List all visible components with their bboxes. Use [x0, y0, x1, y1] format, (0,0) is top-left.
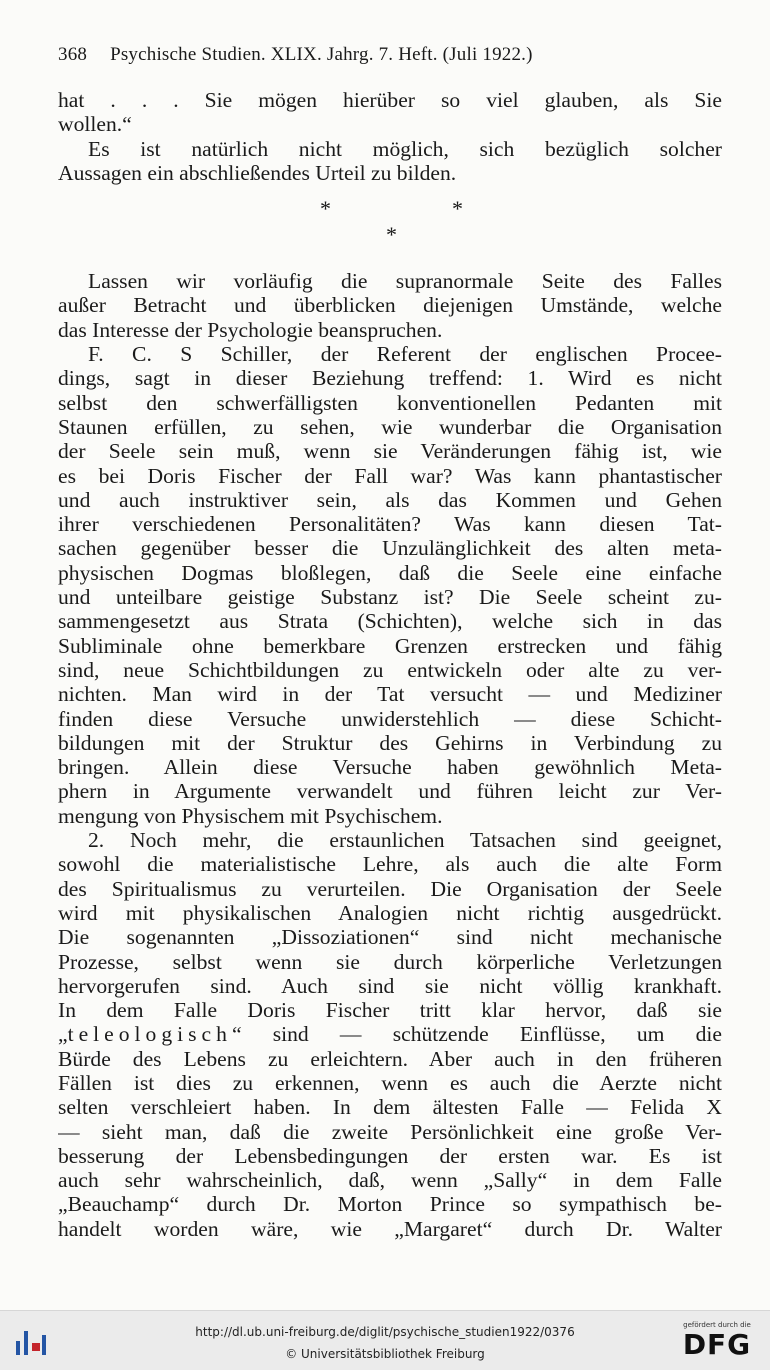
text-line: selbst den schwerfälligsten konventionellen Pedanten mit — [58, 390, 722, 415]
text-line: selten verschleiert haben. In dem ältesten Falle — Felida X — [58, 1095, 722, 1120]
text-line: bildungen mit der Struktur des Gehirns in Verbindung zu — [58, 730, 722, 755]
text-line: und unteilbare geistige Substanz ist? Die Seele scheint zu- — [58, 585, 722, 610]
asterisk: * — [386, 222, 397, 248]
text-line: sammengesetzt aus Strata (Schichten), welche sich in das — [58, 609, 722, 634]
text-line: sind, neue Schichtbildungen zu entwickeln oder alte zu ver- — [58, 657, 722, 682]
text-line: Die sogenannten „Dissoziationen“ sind nicht mechanische — [58, 925, 722, 950]
text-line: Bürde des Lebens zu erleichtern. Aber auch in den früheren — [58, 1046, 722, 1071]
asterism-bottom — [58, 223, 722, 249]
text-line: Staunen erfüllen, zu sehen, wie wunderbar die Organisation — [58, 414, 722, 439]
text-line: In dem Falle Doris Fischer tritt klar hervor, daß sie — [58, 998, 722, 1023]
text-line: hat . . . Sie mögen hierüber so viel glauben, als Sie — [58, 88, 722, 112]
text-line: der Seele sein muß, wenn sie Veränderungen fähig ist, wie — [58, 439, 722, 464]
text-line: auch sehr wahrscheinlich, daß, wenn „Sally“ in dem Falle — [58, 1168, 722, 1193]
page-number: 368 — [58, 44, 88, 65]
text-line: 2. Noch mehr, die erstaunlichen Tatsachen sind geeignet, — [88, 828, 722, 853]
paragraph-5-cont — [58, 1047, 722, 1241]
copyright-notice: © Universitätsbibliothek Freiburg — [285, 1347, 485, 1361]
text-line: mengung von Physischem mit Psychischem. — [58, 803, 443, 828]
text-line: physischen Dogmas bloßlegen, daß die Seele eine einfache — [58, 560, 722, 585]
text-line: wollen.“ — [58, 112, 132, 137]
text-line: phern in Argumente verwandelt und führen leicht zur Ver- — [58, 779, 722, 804]
text-line: handelt worden wäre, wie „Margaret“ durch Dr. Walter — [58, 1216, 722, 1241]
text-line: dings, sagt in dieser Beziehung treffend: 1. Wird es nicht — [58, 366, 722, 391]
text-line: das Interesse der Psychologie beanspruchen. — [58, 317, 443, 342]
text-line: ihrer verschiedenen Personalitäten? Was kann diesen Tat- — [58, 512, 722, 537]
text-line: wird mit physikalischen Analogien nicht richtig ausgedrückt. — [58, 900, 722, 925]
text-line: außer Betracht und überblicken diejenigen Umstände, welche — [58, 293, 722, 318]
text-line: Prozesse, selbst wenn sie durch körperliche Verletzungen — [58, 949, 722, 974]
asterism-top — [58, 197, 722, 223]
text-line: sachen gegenüber besser die Unzulänglichkeit des alten meta- — [58, 536, 722, 561]
text-line: nichten. Man wird in der Tat versucht — und Mediziner — [58, 682, 722, 707]
running-header — [58, 44, 718, 66]
journal-title: Psychische Studien. XLIX. Jahrg. 7. Heft. (Juli 1922.) — [110, 44, 533, 65]
text-line: sowohl die materialistische Lehre, als auch die alte Form — [58, 852, 722, 877]
paragraph-2 — [58, 137, 722, 186]
text-line: F. C. S Schiller, der Referent der englischen Procee- — [88, 342, 722, 367]
text-line: Fällen ist dies zu erkennen, wenn es auch die Aerzte nicht — [58, 1070, 722, 1095]
permalink-url[interactable]: http://dl.ub.uni-freiburg.de/diglit/psychische_studien1922/0376 — [195, 1325, 575, 1339]
paragraph-1 — [58, 88, 722, 137]
text-line: des Spiritualismus zu verurteilen. Die Organisation der Seele — [58, 876, 722, 901]
paragraph-3 — [58, 269, 722, 342]
spaced-word: teleologisch — [67, 1022, 232, 1047]
text-line: Es ist natürlich nicht möglich, sich bezüglich solcher — [88, 136, 722, 161]
paragraph-4 — [58, 342, 722, 828]
text-line: Aussagen ein abschließendes Urteil zu bilden. — [58, 160, 457, 185]
text-line: besserung der Lebensbedingungen der ersten war. Es ist — [58, 1143, 722, 1168]
asterisk: * — [452, 196, 463, 222]
text-line: bringen. Allein diese Versuche haben gewöhnlich Meta- — [58, 755, 722, 780]
asterisk: * — [320, 196, 331, 222]
paragraph-5 — [58, 828, 722, 1022]
page-text — [58, 88, 722, 1241]
text-line: hervorgerufen sind. Auch sind sie nicht völlig krankhaft. — [58, 973, 722, 998]
text-line-spaced: „teleologisch“ sind — schützende Einflüsse, um die — [58, 1022, 722, 1047]
text-line: und auch instruktiver sein, als das Kommen und Gehen — [58, 487, 722, 512]
text-line: — sieht man, daß die zweite Persönlichkeit eine große Ver- — [58, 1119, 722, 1144]
text-line: finden diese Versuche unwiderstehlich — diese Schicht- — [58, 706, 722, 731]
viewer-footer — [0, 1310, 770, 1370]
text-line: Subliminale ohne bemerkbare Grenzen erstrecken und fähig — [58, 633, 722, 658]
text-line: es bei Doris Fischer der Fall war? Was kann phantastischer — [58, 463, 722, 488]
text-line: „Beauchamp“ durch Dr. Morton Prince so sympathisch be- — [58, 1192, 722, 1217]
text-line: Lassen wir vorläufig die supranormale Seite des Falles — [88, 269, 722, 294]
dfg-logo-icon: gefördert durch die DFG — [682, 1321, 752, 1361]
